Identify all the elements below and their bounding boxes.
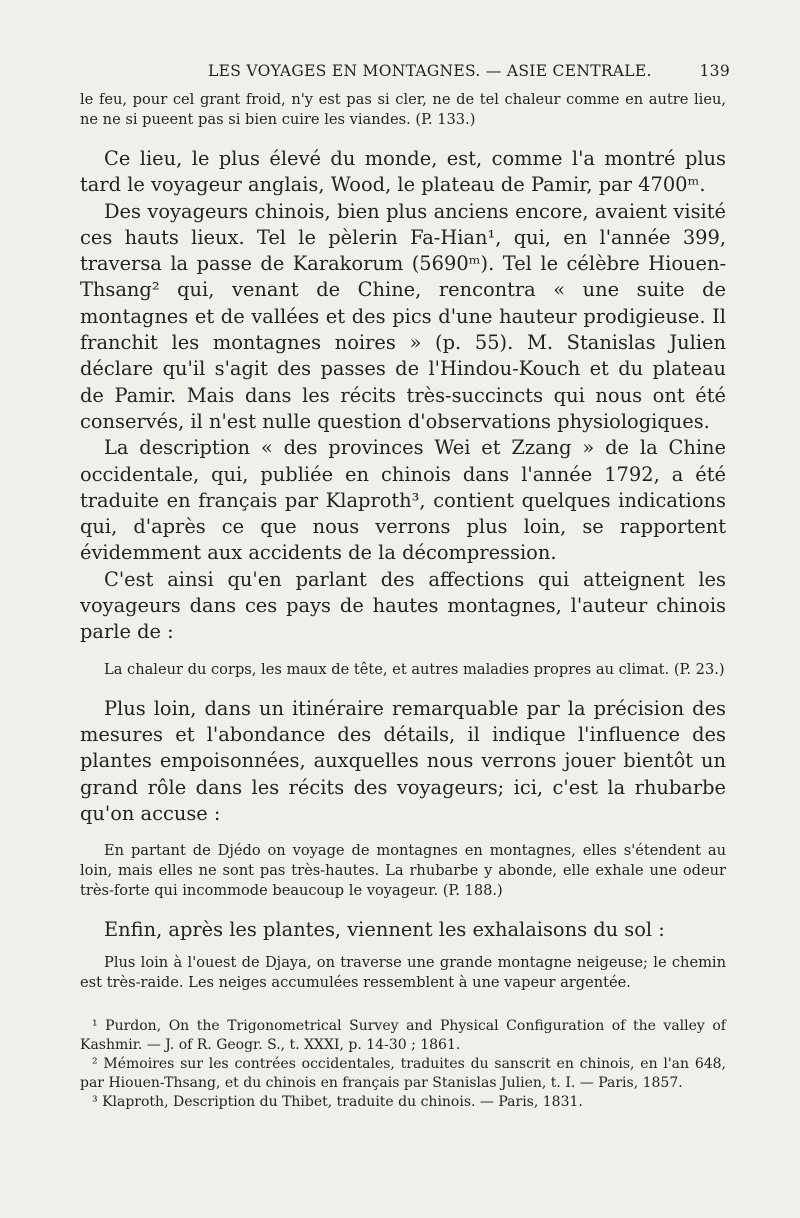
quote-rhubarb: En partant de Djédo on voyage de montagnes en montagnes, elles s'étendent au loin, mais elles ne sont pas très-hautes. La rhubarbe y abonde, elle exhale une odeur très-forte qui incommode beaucoup le voyageur. (P. 188.) [80, 842, 726, 900]
running-title: LES VOYAGES EN MONTAGNES. — ASIE CENTRALE. [208, 62, 652, 80]
page-number: 139 [699, 62, 730, 80]
footnotes [80, 1017, 726, 1112]
paragraph-affections: C'est ainsi qu'en parlant des affections qui atteignent les voyageurs dans ces pays de hautes montagnes, l'auteur chinois parle de : [80, 567, 726, 644]
paragraph-description: La description « des provinces Wei et Zzang » de la Chine occidentale, qui, publiée en chinois dans l'année 1792, a été traduite en français par Klaproth³, contient quelques indications qui, d'après ce que nous verrons plus loin, se rapportent évidemment aux accidents de la décompression. [80, 436, 726, 565]
quote-climate: La chaleur du corps, les maux de tête, et autres maladies propres au climat. (P. 23.) [104, 660, 725, 678]
running-header [80, 60, 730, 84]
footnote-2: ² Mémoires sur les contrées occidentales, traduites du sanscrit en chinois, en l'an 648, par Hiouen-Thsang, et du chinois en français par Stanislas Julien, t. I. — Paris, 1857. [80, 1056, 726, 1092]
page-body [80, 90, 726, 1112]
footnote-1: ¹ Purdon, On the Trigonometrical Survey and Physical Configuration of the valley of Kashmir. — J. of R. Geogr. S., t. XXXI, p. 14-30 ; 1861. [80, 1018, 726, 1054]
quote-djaya: Plus loin à l'ouest de Djaya, on traverse une grande montagne neigeuse; le chemin est très-raide. Les neiges accumulées ressemblent à une vapeur argentée. [80, 954, 726, 992]
paragraph-exhalaisons: Enfin, après les plantes, viennent les exhalaisons du sol : [104, 918, 665, 942]
paragraph-pamir: Ce lieu, le plus élevé du monde, est, comme l'a montré plus tard le voyageur anglais, Wood, le plateau de Pamir, par 4700ᵐ. [80, 147, 726, 197]
paragraph-chinese-travellers: Des voyageurs chinois, bien plus anciens encore, avaient visité ces hauts lieux. Tel le pèlerin Fa-Hian¹, qui, en l'année 399, traversa la passe de Karakorum (5690ᵐ). Tel le célèbre Hiouen-Thsang² qui, venant de Chine, rencontra « une suite de montagnes et de vallées et des pics d'une hauteur prodigieuse. Il franchit les montagnes noires » (p. 55). M. Stanislas Julien déclare qu'il s'agit des passes de l'Hindou-Kouch et du plateau de Pamir. Mais dans les récits très-succincts qui nous ont été conservés, il n'est nulle question d'observations physiologiques. [80, 199, 726, 433]
paragraph-itinerary: Plus loin, dans un itinéraire remarquable par la précision des mesures et l'abondance des détails, il indique l'influence des plantes empoisonnées, auxquelles nous verrons jouer bientôt un grand rôle dans les récits des voyageurs; ici, c'est la rhubarbe qu'on accuse : [80, 696, 726, 825]
footnote-3: ³ Klaproth, Description du Thibet, traduite du chinois. — Paris, 1831. [92, 1094, 583, 1111]
quote-continuation: le feu, pour cel grant froid, n'y est pas si cler, ne de tel chaleur comme en autre lieu, ne ne si pueent pas si bien cuire les viandes. (P. 133.) [80, 91, 726, 128]
